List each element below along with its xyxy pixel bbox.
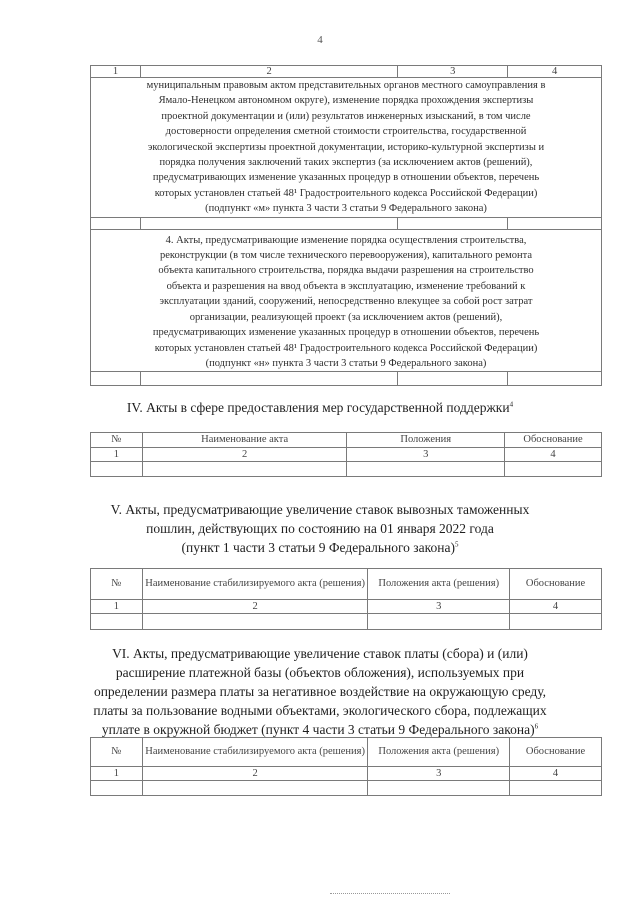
title-line	[0, 538, 640, 557]
text-line: реконструкции (в том числе технического перевооружения), капитального ремонта	[160, 250, 532, 262]
table-cell: 2	[142, 767, 368, 781]
table-cell	[398, 217, 508, 229]
table-cell	[91, 614, 143, 630]
text-line: которых установлен статьей 48¹ Градостроительного кодекса Российской Федерации)	[154, 187, 538, 199]
text-line: (подпункт «м» пункта 3 части 3 статьи 9 Федерального закона)	[205, 203, 487, 215]
header-cell: №	[91, 569, 143, 600]
section6-title	[0, 644, 640, 739]
table-header-row	[91, 433, 602, 448]
table-cell: 3	[368, 600, 510, 614]
title-line-text: (пункт 1 части 3 статьи 9 Федерального закона)	[181, 540, 455, 555]
table-cell	[91, 781, 143, 796]
header-cell: Наименование стабилизируемого акта (решения)	[142, 569, 368, 600]
col-num-3: 3	[398, 66, 508, 78]
text-line: объекта капитального строительства, порядка выдачи разрешения на строительство	[158, 265, 534, 277]
acts-table-continuation	[90, 65, 602, 386]
text-line: организации, реализующей проект (за исключением актов (решений),	[189, 311, 503, 323]
table-row	[91, 462, 602, 477]
section5-table	[90, 568, 602, 630]
text-line: 4. Акты, предусматривающие изменение порядка осуществления строительства,	[165, 234, 527, 246]
table-row	[91, 600, 602, 614]
section4-title	[0, 398, 640, 417]
table-row	[91, 767, 602, 781]
header-cell: Наименование акта	[142, 433, 347, 448]
table-cell	[510, 614, 602, 630]
table-cell	[368, 781, 510, 796]
table-header-row	[91, 66, 602, 78]
table-cell	[508, 217, 602, 229]
table-header-row	[91, 569, 602, 600]
col-num-1: 1	[91, 66, 141, 78]
table-cell: 1	[91, 600, 143, 614]
table-cell	[368, 614, 510, 630]
table-cell	[91, 462, 143, 477]
table-row	[91, 781, 602, 796]
table-cell	[398, 372, 508, 386]
table-row	[91, 217, 602, 229]
table-cell	[140, 217, 397, 229]
table-cell	[508, 372, 602, 386]
block4-text	[91, 229, 602, 372]
section4-title-text: IV. Акты в сфере предоставления мер государственной поддержки	[126, 400, 510, 415]
header-cell: №	[91, 738, 143, 767]
table-cell: 4	[510, 767, 602, 781]
table-cell: 3	[347, 448, 505, 462]
title-line: определении размера платы за негативное воздействие на окружающую среду,	[93, 684, 547, 699]
title-line: платы за пользование водными объектами, экологического сбора, подлежащих	[93, 703, 547, 718]
text-line: эксплуатации зданий, сооружений, непосредственно влекущее за собой рост затрат	[159, 296, 533, 308]
table-cell: 4	[510, 600, 602, 614]
table-row	[91, 372, 602, 386]
title-line: VI. Акты, предусматривающие увеличение ставок платы (сбора) и (или)	[112, 646, 528, 661]
text-line: (подпункт «н» пункта 3 части 3 статьи 9 Федерального закона)	[205, 357, 487, 369]
title-line: пошлин, действующих по состоянию на 01 января 2022 года	[146, 521, 494, 536]
text-line: порядка получения заключений таких экспертиз (за исключением актов (решений),	[159, 157, 533, 169]
table-cell: 1	[91, 767, 143, 781]
title-line: расширение платежной базы (объектов обложения), используемых при	[115, 665, 525, 680]
text-line: экологической экспертизы проектной документации, историко-культурной экспертизы и	[147, 141, 545, 153]
table-cell	[142, 781, 368, 796]
table-cell: 3	[368, 767, 510, 781]
section6-table	[90, 737, 602, 796]
header-cell: Наименование стабилизируемого акта (решения)	[142, 738, 368, 767]
table-cell: 2	[142, 448, 347, 462]
header-cell: Обоснование	[510, 569, 602, 600]
text-line: предусматривающих изменение указанных процедур в отношении объектов, перечень	[152, 327, 540, 339]
table-cell: 4	[505, 448, 602, 462]
block4-text-row	[91, 229, 602, 372]
footnote-ref: 4	[509, 400, 514, 409]
table-header-row	[91, 738, 602, 767]
table-cell: 2	[142, 600, 368, 614]
col-num-2: 2	[140, 66, 397, 78]
section5-title	[0, 500, 640, 557]
text-line: Ямало-Ненецком автономном округе), изменение порядка прохождения экспертизы	[158, 95, 534, 107]
table-cell	[91, 372, 141, 386]
table-row	[91, 614, 602, 630]
header-cell: Обоснование	[505, 433, 602, 448]
table-cell	[91, 217, 141, 229]
table-cell: 1	[91, 448, 143, 462]
col-num-4: 4	[508, 66, 602, 78]
header-cell: Положения акта (решения)	[368, 738, 510, 767]
table-cell	[142, 614, 368, 630]
text-line: объекта и разрешения на ввод объекта в эксплуатацию, изменение требований к	[166, 280, 526, 292]
table-cell	[505, 462, 602, 477]
table-cell	[140, 372, 397, 386]
text-line: проектной документации и (или) результатов инженерных изысканий, в том числе	[161, 110, 531, 122]
header-cell: Обоснование	[510, 738, 602, 767]
block3-text	[91, 78, 602, 218]
text-line: достоверности определения сметной стоимости строительства, государственной	[165, 126, 527, 138]
header-cell: Положения	[347, 433, 505, 448]
section4-table	[90, 432, 602, 477]
footnote-ref: 5	[454, 540, 459, 549]
text-line: предусматривающих изменение указанных процедур в отношении объектов, перечень	[152, 172, 540, 184]
table-cell	[142, 462, 347, 477]
title-line-text: уплате в окружной бюджет (пункт 4 части 3 статьи 9 Федерального закона)	[101, 722, 535, 737]
page-number: 4	[317, 34, 323, 46]
header-cell: №	[91, 433, 143, 448]
table-row	[91, 448, 602, 462]
block3-text-row	[91, 78, 602, 218]
text-line: муниципальным правовым актом представительных органов местного самоуправления в	[146, 80, 546, 91]
table-cell	[510, 781, 602, 796]
title-line: V. Акты, предусматривающие увеличение ставок вывозных таможенных	[110, 502, 530, 517]
footnote-ref: 6	[534, 722, 539, 731]
header-cell: Положения акта (решения)	[368, 569, 510, 600]
text-line: которых установлен статьей 48¹ Градостроительного кодекса Российской Федерации)	[154, 342, 538, 354]
table-cell	[347, 462, 505, 477]
page-bottom-divider	[330, 893, 450, 894]
